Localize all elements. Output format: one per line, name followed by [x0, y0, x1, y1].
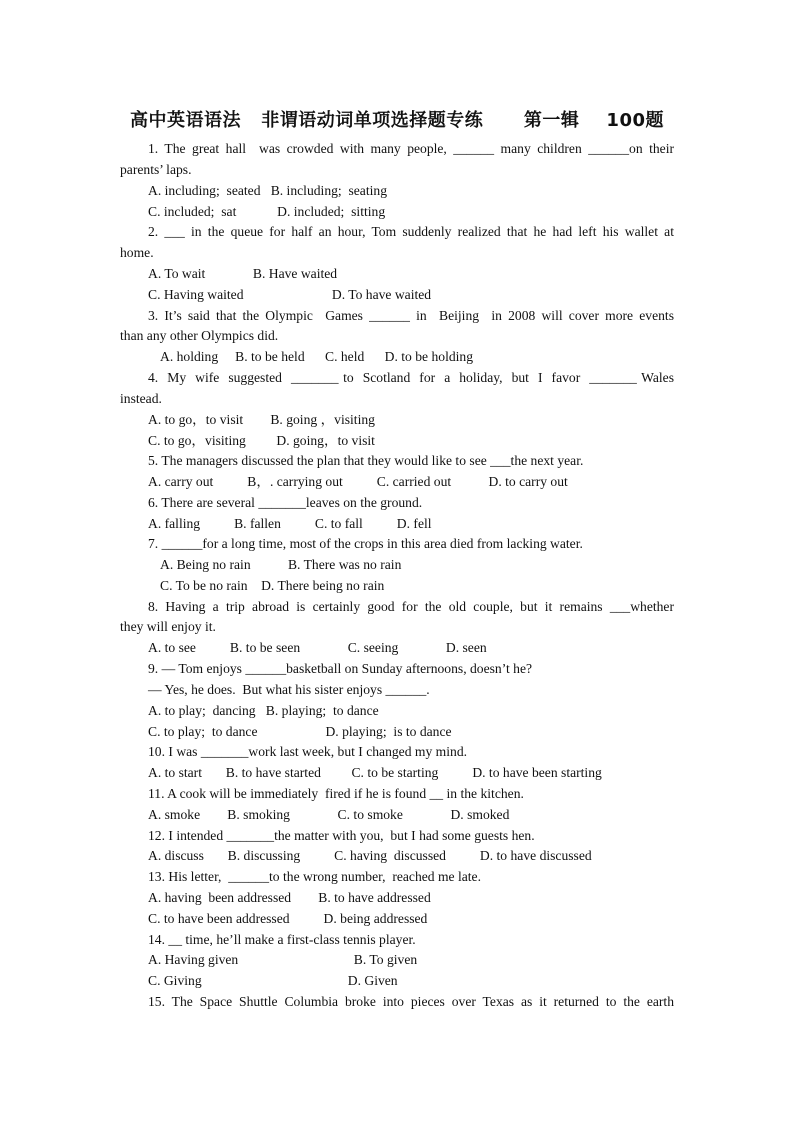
question-1-line-1: 1. The great hall was crowded with many people, ______ many children ______on their: [148, 141, 674, 156]
question-10-options: A. to start B. to have started C. to be starting D. to have been starting: [148, 765, 602, 780]
question-1-options-2: C. included; sat D. included; sitting: [148, 204, 386, 219]
question-7-options-2: C. To be no rain D. There being no rain: [160, 578, 385, 593]
question-14-options-1: A. Having given B. To given: [148, 952, 418, 967]
question-2-line-1: 2. ___ in the queue for half an hour, Tom suddenly realized that he had left his wallet at: [148, 224, 674, 239]
question-4-line-2: instead.: [120, 391, 162, 406]
question-6-options: A. falling B. fallen C. to fall D. fell: [148, 516, 432, 531]
question-9-line-1: 9. — Tom enjoys ______basketball on Sunday afternoons, doesn’t he?: [148, 661, 533, 676]
page-title: 高中英语语法 非谓语动词单项选择题专练 第一辑 100题: [129, 110, 665, 131]
question-4-options-2: C. to go，visiting D. going，to visit: [148, 433, 375, 448]
question-2-options-2: C. Having waited D. To have waited: [148, 287, 432, 302]
question-9-line-2: — Yes, he does. But what his sister enjoys ______.: [148, 682, 430, 697]
question-1-line-2: parents’ laps.: [120, 162, 192, 177]
question-8-options: A. to see B. to be seen C. seeing D. seen: [148, 640, 487, 655]
question-8-line-1: 8. Having a trip abroad is certainly good for the old couple, but it remains ___whether: [148, 599, 674, 614]
question-4-options-1: A. to go，to visit B. going ，visiting: [148, 412, 375, 427]
question-13-line-1: 13. His letter, ______to the wrong number, reached me late.: [148, 869, 481, 884]
question-6-line-1: 6. There are several _______leaves on the ground.: [148, 495, 423, 510]
question-5-line-1: 5. The managers discussed the plan that they would like to see ___the next year.: [148, 453, 584, 468]
question-5-options: A. carry out B，. carrying out C. carried out D. to carry out: [148, 474, 568, 489]
question-13-options-1: A. having been addressed B. to have addressed: [148, 890, 431, 905]
question-1-options-1: A. including; seated B. including; seating: [148, 183, 387, 198]
question-12-line-1: 12. I intended _______the matter with you, but I had some guests hen.: [148, 828, 535, 843]
question-11-options: A. smoke B. smoking C. to smoke D. smoked: [148, 807, 510, 822]
question-9-options-2: C. to play; to dance D. playing; is to dance: [148, 724, 452, 739]
question-11-line-1: 11. A cook will be immediately fired if he is found __ in the kitchen.: [148, 786, 524, 801]
question-4-line-1: 4. My wife suggested _______ to Scotland for a holiday, but I favor _______ Wales: [148, 370, 674, 385]
question-14-line-1: 14. __ time, he’ll make a first-class tennis player.: [148, 932, 416, 947]
question-2-line-2: home.: [120, 245, 154, 260]
question-9-options-1: A. to play; dancing B. playing; to dance: [148, 703, 379, 718]
question-7-line-1: 7. ______for a long time, most of the crops in this area died from lacking water.: [148, 536, 583, 551]
question-2-options-1: A. To wait B. Have waited: [148, 266, 338, 281]
question-10-line-1: 10. I was _______work last week, but I changed my mind.: [148, 744, 468, 759]
question-3-line-1: 3. It’s said that the Olympic Games ______ in Beijing in 2008 will cover more events: [148, 308, 674, 323]
question-12-options: A. discuss B. discussing C. having discussed D. to have discussed: [148, 848, 592, 863]
question-3-line-2: than any other Olympics did.: [120, 328, 279, 343]
question-15-line-1: 15. The Space Shuttle Columbia broke into pieces over Texas as it returned to the earth: [148, 994, 674, 1009]
question-3-options: A. holding B. to be held C. held D. to be holding: [160, 349, 474, 364]
question-13-options-2: C. to have been addressed D. being addressed: [148, 911, 428, 926]
question-7-options-1: A. Being no rain B. There was no rain: [160, 557, 402, 572]
question-14-options-2: C. Giving D. Given: [148, 973, 398, 988]
question-8-line-2: they will enjoy it.: [120, 619, 216, 634]
